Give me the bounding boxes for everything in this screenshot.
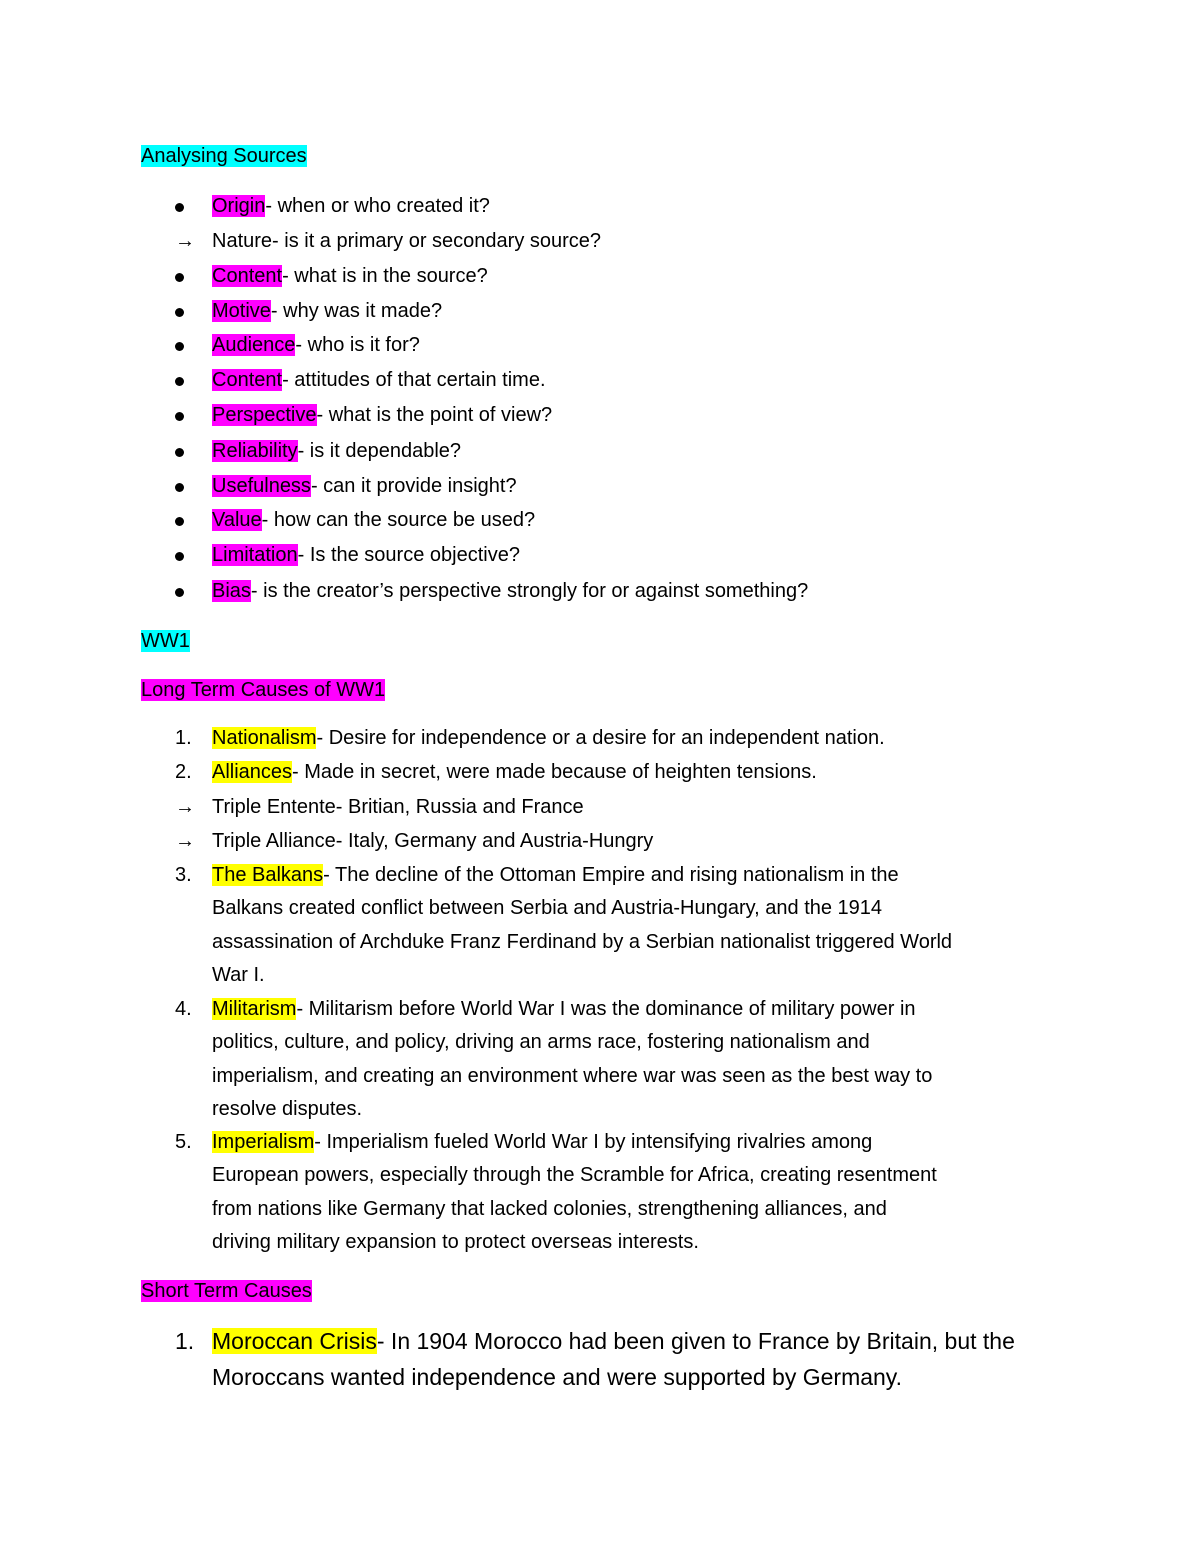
item-text: European powers, especially through the Scramble for Africa, creating resentment (212, 1164, 937, 1187)
item-text: - who is it for? (295, 334, 420, 356)
item-term: The Balkans (212, 864, 324, 886)
item-text: politics, culture, and policy, driving an arms race, fostering nationalism and (212, 1031, 870, 1054)
list-item-line (212, 1193, 1060, 1227)
list-item-line (212, 722, 1060, 756)
item-text: assassination of Archduke Franz Ferdinand by a Serbian nationalist triggered World (212, 930, 953, 953)
item-term: Origin (212, 195, 266, 217)
bullet-dot (175, 273, 184, 282)
list-item-line (212, 1093, 1060, 1127)
item-text: from nations like Germany that lacked colonies, strengthening alliances, and (212, 1197, 887, 1220)
list-item (212, 504, 1060, 538)
item-text: War I. (212, 964, 265, 987)
heading-analysing-sources: Analysing Sources (141, 145, 307, 167)
list-number: 1. (175, 1328, 195, 1354)
item-text: - when or who created it? (265, 195, 490, 217)
bullet-dot (175, 517, 184, 526)
item-text: - attitudes of that certain time. (282, 369, 546, 391)
item-text: - why was it made? (270, 300, 443, 322)
item-text: Triple Entente- Britian, Russia and France (212, 796, 584, 818)
bullet-dot (175, 308, 184, 317)
list-item-line (212, 993, 1060, 1027)
item-term: Militarism (212, 998, 297, 1020)
bullet-dot (175, 342, 184, 351)
item-text: - how can the source be used? (261, 509, 536, 531)
item-term: Moroccan Crisis (212, 1328, 377, 1354)
item-text: - can it provide insight? (310, 475, 517, 497)
item-term: Usefulness (212, 475, 311, 497)
item-term: Motive (212, 300, 271, 322)
bullet-dot (175, 588, 184, 597)
item-text: - Militarism before World War I was the dominance of military power in (296, 998, 916, 1020)
list-item (212, 190, 1060, 224)
list-item-line (212, 892, 1060, 926)
list-item-line (212, 926, 1060, 960)
heading-long-term-causes: Long Term Causes of WW1 (141, 679, 386, 701)
item-text: - The decline of the Ottoman Empire and rising nationalism in the (323, 864, 899, 886)
list-item (212, 295, 1060, 329)
item-term: Reliability (212, 440, 298, 462)
item-text: - what is in the source? (282, 265, 488, 287)
item-text: Triple Alliance- Italy, Germany and Austria-Hungry (212, 830, 654, 852)
bullet-dot (175, 448, 184, 457)
item-text: resolve disputes. (212, 1098, 363, 1121)
list-item-line (212, 825, 1060, 859)
list-number: 1. (175, 727, 192, 749)
item-term: Alliances (212, 761, 293, 783)
item-term: Nationalism (212, 727, 317, 749)
item-text: - is the creator’s perspective strongly for or against something? (250, 580, 809, 602)
item-term: Value (212, 509, 262, 531)
list-number: 2. (175, 761, 192, 783)
bullet-dot (175, 377, 184, 386)
list-item (212, 364, 1060, 398)
item-text: Nature- is it a primary or secondary source? (212, 230, 602, 252)
list-number: 3. (175, 864, 192, 886)
list-item-line (212, 1323, 1060, 1359)
heading-ww1: WW1 (141, 630, 190, 652)
arrow-icon: → (175, 830, 195, 852)
bullet-dot (175, 203, 184, 212)
bullet-dot (175, 412, 184, 421)
item-text: imperialism, and creating an environment where war was seen as the best way to (212, 1064, 933, 1087)
list-item (212, 329, 1060, 363)
list-item-line (212, 1026, 1060, 1060)
item-term: Audience (212, 334, 296, 356)
list-item (212, 399, 1060, 433)
item-text: - what is the point of view? (316, 404, 553, 426)
list-item-line (212, 959, 1060, 993)
item-term: Content (212, 369, 283, 391)
list-item (212, 260, 1060, 294)
item-text: Balkans created conflict between Serbia and Austria-Hungary, and the 1914 (212, 897, 883, 920)
item-term: Limitation (212, 544, 298, 566)
list-item-line (212, 756, 1060, 790)
bullet-dot (175, 483, 184, 492)
arrow-icon: → (175, 230, 195, 252)
list-item (212, 539, 1060, 573)
list-item-line (212, 1126, 1060, 1160)
item-text: - is it dependable? (297, 440, 462, 462)
item-text: - In 1904 Morocco had been given to France by Britain, but the (376, 1328, 1015, 1354)
item-term: Content (212, 265, 283, 287)
item-text: - Made in secret, were made because of heighten tensions. (292, 761, 817, 783)
list-item-line (212, 1159, 1060, 1193)
list-item (212, 435, 1060, 469)
list-item (212, 470, 1060, 504)
bullet-dot (175, 552, 184, 561)
item-term: Perspective (212, 404, 317, 426)
list-item-line (212, 1060, 1060, 1094)
item-term: Imperialism (212, 1131, 315, 1153)
list-item (212, 225, 1060, 259)
item-text: Moroccans wanted independence and were supported by Germany. (212, 1364, 902, 1390)
list-item-line (212, 1226, 1060, 1260)
arrow-icon: → (175, 796, 195, 818)
heading-short-term-causes: Short Term Causes (141, 1280, 312, 1302)
list-item-line (212, 1359, 1060, 1395)
item-text: - Is the source objective? (297, 544, 520, 566)
item-text: - Desire for independence or a desire for an independent nation. (316, 727, 885, 749)
list-number: 5. (175, 1131, 192, 1153)
list-item-line (212, 859, 1060, 893)
list-item (212, 575, 1060, 609)
item-term: Bias (212, 580, 251, 602)
list-number: 4. (175, 998, 192, 1020)
item-text: - Imperialism fueled World War I by intensifying rivalries among (314, 1131, 873, 1153)
list-item-line (212, 791, 1060, 825)
item-text: driving military expansion to protect overseas interests. (212, 1231, 699, 1254)
